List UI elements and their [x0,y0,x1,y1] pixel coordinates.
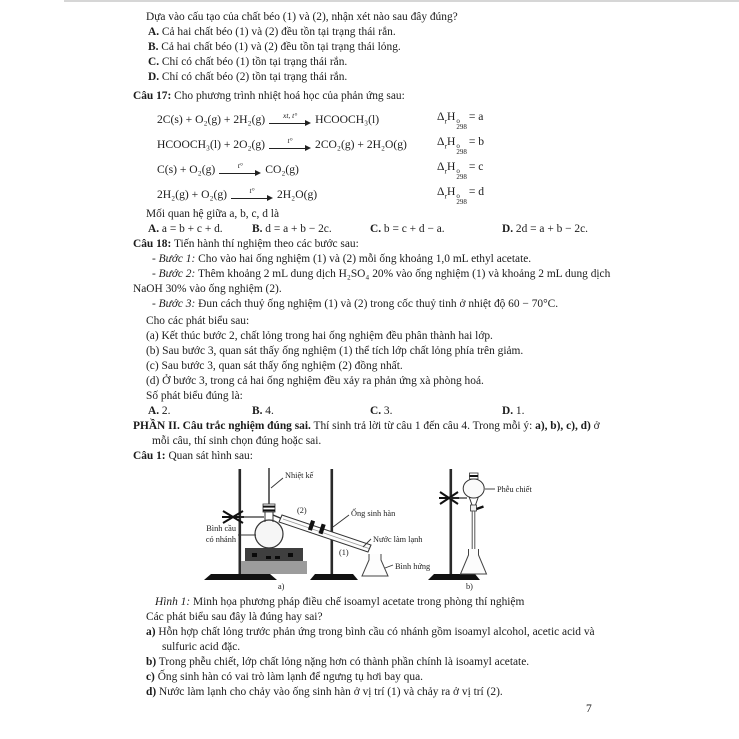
q1-statement-c: c) Ống sinh hàn có vai trò làm lạnh để ngưng tụ hơi bay qua. [146,671,423,683]
reaction-arrow-icon [219,162,261,177]
document-page [133,10,614,700]
question-number: Câu 1: [133,450,166,462]
page-number: 7 [586,702,592,715]
option-letter: B. [148,41,159,53]
statement-c: (c) Sau bước 3, quan sát thấy ống nghiệm (2) đồng nhất. [146,360,403,372]
arrow-condition: xt, t° [282,111,298,120]
enthalpy-term [437,184,484,205]
arrow-shaft [219,169,261,177]
condenser-icon [279,515,371,552]
option-a: A. a = b + c + d. [148,223,223,235]
enthalpy-supsub: o 298 [456,116,467,131]
delta-symbol: Δ [437,134,445,148]
erlenmeyer-flask-icon [461,549,487,574]
option-b: B. 4. [252,405,274,417]
enthalpy-value: = a [468,109,484,123]
equation-rhs: 2H₂O(g) [277,188,318,201]
question-intro: Cho phương trình nhiệt hoá học của phản ứng sau: [171,90,405,102]
arrow-shaft [269,119,311,127]
enthalpy-value: = d [468,184,485,198]
option-letter: D. [148,71,160,83]
reaction-arrow-icon [269,112,311,127]
delta-subscript: r [444,166,447,176]
delta-symbol: Δ [437,159,445,173]
option-a: A. 2. [148,405,171,417]
equation-lhs: 2C(s) + O₂(g) + 2H₂(g) [157,113,266,126]
label-sep-funnel: Phễu chiết [497,485,532,494]
label-flask-line1: Bình cầu [206,524,236,533]
option-letter: C. [148,56,160,68]
question18-question: Số phát biểu đúng là: [146,390,243,402]
equation-lhs: HCOOCH₃(l) + 2O₂(g) [157,138,266,151]
label-condenser: Ống sinh hàn [351,509,396,518]
enthalpy-value: = c [468,159,484,173]
arrow-condition: t° [237,161,243,170]
label-receiver: Bình hứng [395,562,431,571]
enthalpy-symbol: H [446,184,456,198]
question18-header [133,237,614,252]
option-b: B. d = a + b − 2c. [252,223,332,235]
equation-row-2 [157,132,614,157]
figure-caption: Hình 1: Minh họa phương pháp điều chế isoamyl acetate trong phòng thí nghiệm [155,596,525,608]
page-top-edge [64,0,739,2]
option-d: D. 1. [502,405,525,417]
option-c: C. 3. [370,405,393,417]
equation-row-3 [157,157,614,182]
option-text: Chỉ có chất béo (1) tồn tại trạng thái rắn. [159,56,348,68]
enthalpy-symbol: H [446,134,456,148]
enthalpy-supsub: o 298 [456,141,467,156]
equation-rhs: CO₂(g) [265,163,299,176]
enthalpy-term [437,134,484,155]
enthalpy-symbol: H [446,159,456,173]
question16-intro: Dựa vào cấu tạo của chất béo (1) và (2), nhận xét nào sau đây đúng? [146,11,458,23]
reaction-arrow-icon [231,187,273,202]
equation-row-4 [157,182,614,207]
enthalpy-term [437,159,483,180]
question16-option-b [133,40,614,55]
statement-b: (b) Sau bước 3, quan sát thấy ống nghiệm (1) thể tích lớp chất lỏng phía trên giảm. [146,345,524,357]
question-intro: Quan sát hình sau: [165,450,253,462]
thermochemical-equations [157,107,614,207]
option-text: Cả hai chất béo (1) và (2) đều tồn tại trạng thái rắn. [159,26,396,38]
equation-rhs: HCOOCH₃(l) [315,113,380,126]
arrow-shaft [269,144,311,152]
label-cooling-water: Nước làm lạnh [373,535,423,544]
question18-options [133,404,614,419]
statement-a: (a) Kết thúc bước 2, chất lỏng trong hai ống nghiệm đều phân thành hai lớp. [146,330,493,342]
step-label: Bước 2: [158,268,196,280]
question16-option-d [133,70,614,85]
statements-intro: Cho các phát biểu sau: [146,315,250,327]
enthalpy-symbol: H [446,109,456,123]
step-3: - Bước 3: Đun cách thuỷ ống nghiệm (1) và (2) trong cốc thuỷ tinh ở nhiệt độ 60 − 70°C. [152,298,559,310]
equation-lhs: 2H₂(g) + O₂(g) [157,188,227,201]
arrow-condition: t° [249,186,255,195]
round-bottom-flask-icon [255,504,285,548]
option-text: Chỉ có chất béo (2) tồn tại trạng thái rắn. [159,71,348,83]
question-number: Câu 18: [133,238,172,250]
label-sub-b: b) [466,582,473,591]
arrow-shaft [231,194,273,202]
label-position-1: (1) [339,548,349,557]
label-thermometer: Nhiệt kế [285,471,314,480]
option-d: D. 2d = a + b − 2c. [502,223,589,235]
question16-option-c [133,55,614,70]
question1-header [133,449,614,464]
equation-lhs: C(s) + O₂(g) [157,163,216,176]
q1-statement-b: b) Trong phễu chiết, lớp chất lỏng nặng hơn có thành phần chính là isoamyl acetate. [146,656,530,668]
delta-subscript: r [444,116,447,126]
label-position-2: (2) [297,506,307,515]
option-text: Cả hai chất béo (1) và (2) đều tồn tại trạng thái lỏng. [158,41,401,53]
question17-question: Mối quan hệ giữa a, b, c, d là [146,208,280,220]
question-number: Câu 17: [133,90,172,102]
delta-symbol: Δ [437,109,445,123]
caption-label: Hình 1: [155,596,191,608]
enthalpy-supsub: o 298 [456,166,467,181]
figure-lab-apparatus [182,465,582,595]
step-label: Bước 3: [158,298,196,310]
question-intro: Tiến hành thí nghiệm theo các bước sau: [171,238,359,250]
retort-stand-middle-icon [310,469,358,580]
q1-statement-d: d) Nước làm lạnh cho chảy vào ống sinh hàn ở vị trí (1) và chảy ra ở vị trí (2). [146,686,503,698]
step-2: - Bước 2: Thêm khoảng 2 mL dung dịch H₂SO₄ 20% vào ống nghiệm (1) và khoảng 2 mL dung dịch NaOH 30% vào ống nghiệm (2). [133,268,611,295]
option-letter: A. [148,26,160,38]
equation-rhs: 2CO₂(g) + 2H₂O(g) [315,138,407,151]
question17-options [133,222,614,237]
question16-option-a [133,25,614,40]
step-1: - Bước 1: Cho vào hai ống nghiệm (1) và (2) mỗi ống khoảng 1,0 mL ethyl acetate. [152,253,532,265]
equation-row-1 [157,107,614,132]
step-label: Bước 1: [158,253,196,265]
reaction-arrow-icon [269,137,311,152]
delta-subscript: r [444,191,447,201]
hotplate-icon [241,548,307,574]
separating-funnel-icon [463,473,484,549]
receiving-flask-icon [362,554,388,576]
option-c: C. b = c + d − a. [370,223,445,235]
q1-statement-a: a) Hỗn hợp chất lỏng trước phản ứng trong bình cầu có nhánh gồm isoamyl alcohol, acetic acid và sulfuric acid đặc. [146,626,595,653]
question1-question: Các phát biểu sau đây là đúng hay sai? [146,611,323,623]
part2-heading: PHẦN II. Câu trắc nghiệm đúng sai. Thí sinh trả lời từ câu 1 đến câu 4. Trong mỗi ý: a), b), c), d) ở mỗi câu, thí sinh chọn đúng hoặc sai. [133,420,600,447]
enthalpy-term [437,109,483,130]
question17-header [133,89,614,104]
label-flask-line2: có nhánh [205,535,236,544]
enthalpy-value: = b [468,134,485,148]
enthalpy-supsub: o 298 [456,191,467,206]
statement-d: (d) Ở bước 3, trong cả hai ống nghiệm đều xảy ra phản ứng xà phòng hoá. [146,375,484,387]
arrow-condition: t° [287,136,293,145]
delta-symbol: Δ [437,184,445,198]
delta-subscript: r [444,141,447,151]
label-sub-a: a) [278,582,285,591]
